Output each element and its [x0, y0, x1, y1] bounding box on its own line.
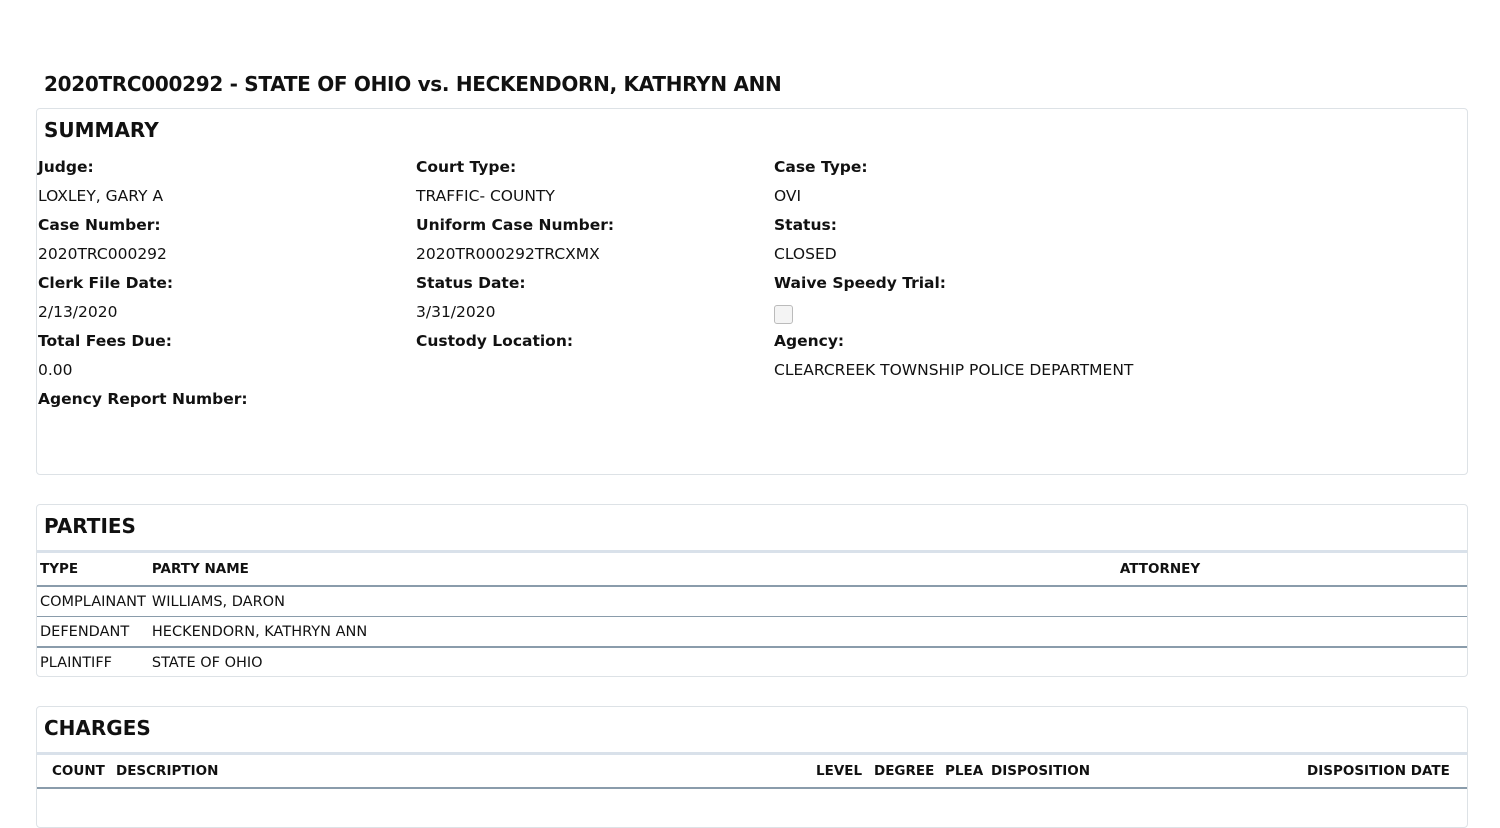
case-number-value: 2020TRC000292 [38, 245, 167, 263]
column-header-disposition-date: DISPOSITION DATE [1304, 754, 1467, 789]
charges-table [37, 752, 1467, 789]
waive-speedy-trial-label: Waive Speedy Trial: [774, 274, 947, 292]
charges-panel [36, 706, 1468, 828]
judge-value: LOXLEY, GARY A [38, 187, 164, 205]
column-header-count: COUNT [37, 754, 113, 789]
agency-label: Agency: [774, 332, 845, 350]
custody-location-label: Custody Location: [416, 332, 574, 350]
summary-panel [36, 108, 1468, 475]
case-number-label: Case Number: [38, 216, 161, 234]
party-attorney [1117, 647, 1467, 677]
waive-speedy-trial-checkbox[interactable] [774, 305, 793, 324]
judge-label: Judge: [38, 158, 94, 176]
column-header-plea: PLEA [942, 754, 988, 789]
table-row [37, 586, 1467, 617]
case-type-value: OVI [774, 187, 802, 205]
agency-value: CLEARCREEK TOWNSHIP POLICE DEPARTMENT [774, 361, 1134, 379]
party-name: HECKENDORN, KATHRYN ANN [149, 617, 1117, 648]
table-row [37, 647, 1467, 677]
column-header-degree: DEGREE [871, 754, 942, 789]
status-label: Status: [774, 216, 837, 234]
party-type: DEFENDANT [37, 617, 149, 648]
status-date-label: Status Date: [416, 274, 526, 292]
case-type-label: Case Type: [774, 158, 868, 176]
page-title: 2020TRC000292 - STATE OF OHIO vs. HECKENDORN, KATHRYN ANN [44, 72, 782, 96]
status-date-value: 3/31/2020 [416, 303, 496, 321]
status-value: CLOSED [774, 245, 837, 263]
court-type-value: TRAFFIC- COUNTY [416, 187, 555, 205]
column-header-party-name: PARTY NAME [149, 552, 1117, 587]
parties-heading: PARTIES [44, 514, 136, 538]
total-fees-value: 0.00 [38, 361, 73, 379]
total-fees-label: Total Fees Due: [38, 332, 172, 350]
party-attorney [1117, 586, 1467, 617]
summary-heading: SUMMARY [44, 118, 159, 142]
agency-report-label: Agency Report Number: [38, 390, 248, 408]
party-type: PLAINTIFF [40, 654, 113, 671]
column-header-type: TYPE [37, 552, 149, 587]
party-attorney [1117, 617, 1467, 648]
clerk-file-date-value: 2/13/2020 [38, 303, 118, 321]
parties-table [37, 550, 1467, 677]
column-header-attorney: ATTORNEY [1117, 552, 1467, 587]
party-type: COMPLAINANT [37, 586, 149, 617]
court-type-label: Court Type: [416, 158, 517, 176]
parties-panel [36, 504, 1468, 677]
uniform-case-value: 2020TR000292TRCXMX [416, 245, 600, 263]
column-header-disposition: DISPOSITION [988, 754, 1304, 789]
column-header-description: DESCRIPTION [113, 754, 813, 789]
table-row [37, 617, 1467, 648]
party-name: WILLIAMS, DARON [149, 586, 1117, 617]
uniform-case-label: Uniform Case Number: [416, 216, 615, 234]
clerk-file-date-label: Clerk File Date: [38, 274, 174, 292]
party-name: STATE OF OHIO [151, 654, 263, 671]
column-header-level: LEVEL [813, 754, 871, 789]
charges-heading: CHARGES [44, 716, 151, 740]
